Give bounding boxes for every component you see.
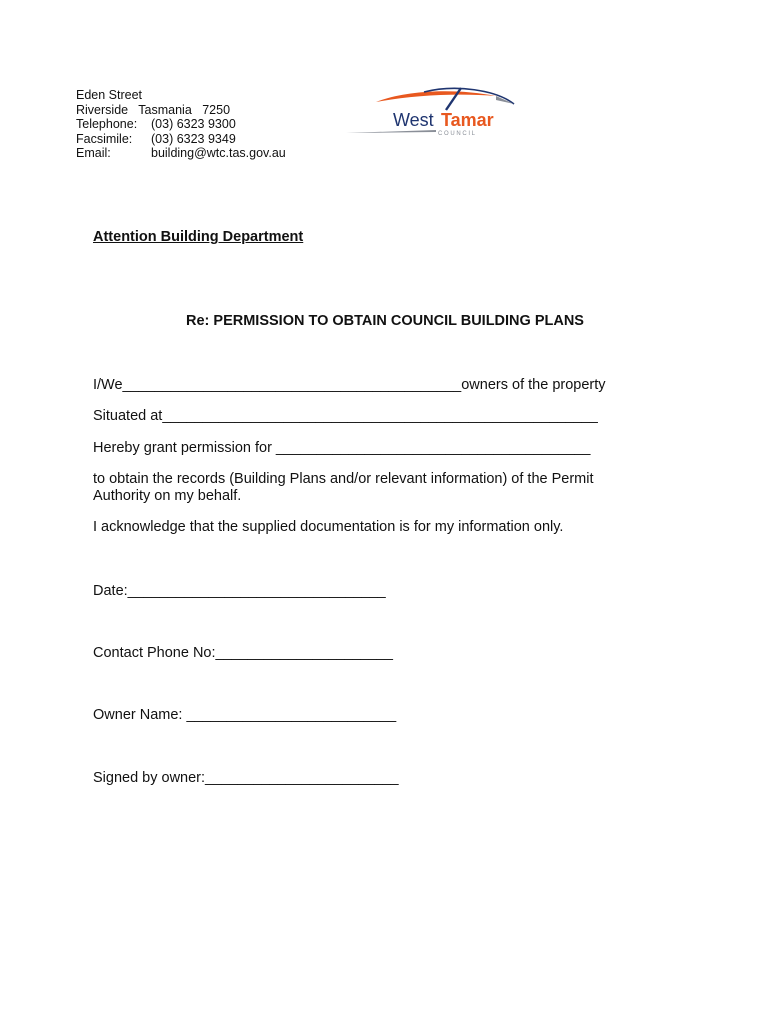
facsimile-row bbox=[76, 132, 286, 147]
address-street: Eden Street bbox=[76, 88, 143, 102]
owner-name-field-line[interactable]: Owner Name: __________________________ bbox=[93, 707, 397, 723]
contact-phone-field-line[interactable]: Contact Phone No:______________________ bbox=[93, 645, 393, 661]
facsimile-value: (03) 6323 9349 bbox=[151, 131, 236, 146]
subject-heading: Re: PERMISSION TO OBTAIN COUNCIL BUILDING PLANS bbox=[186, 313, 584, 329]
date-field-line[interactable]: Date:________________________________ bbox=[93, 583, 386, 599]
logo-orange-swoosh bbox=[376, 91, 496, 102]
logo-word-west: West bbox=[393, 110, 434, 130]
grant-permission-field-line[interactable]: Hereby grant permission for _______________________________________ bbox=[93, 440, 591, 456]
logo-word-council: C O U N C I L bbox=[438, 131, 476, 137]
email-value: building@wtc.tas.gov.au bbox=[151, 146, 286, 160]
signed-by-owner-field-line[interactable]: Signed by owner:________________________ bbox=[93, 770, 399, 786]
council-address-block bbox=[76, 88, 286, 161]
address-locality: Riverside Tasmania 7250 bbox=[76, 102, 231, 117]
facsimile-label: Facsimile: bbox=[76, 131, 133, 146]
telephone-value: (03) 6323 9300 bbox=[151, 117, 236, 131]
attention-heading: Attention Building Department bbox=[93, 229, 304, 245]
telephone-label: Telephone: bbox=[76, 117, 138, 131]
acknowledgement-text: I acknowledge that the supplied documentation is for my information only. bbox=[93, 519, 564, 535]
logo-gray-stroke bbox=[346, 130, 436, 133]
situated-at-field-line[interactable]: Situated at______________________________________________________ bbox=[93, 408, 598, 424]
records-paragraph: to obtain the records (Building Plans and/or relevant information) of the Permit Authority on my behalf. bbox=[93, 471, 594, 504]
owners-field-line[interactable]: I/We__________________________________________owners of the property bbox=[93, 377, 606, 393]
logo-gray-wing bbox=[496, 96, 514, 104]
logo-navy-arch bbox=[424, 88, 514, 104]
email-row bbox=[76, 146, 286, 161]
telephone-row bbox=[76, 117, 286, 132]
west-tamar-council-logo bbox=[346, 86, 518, 140]
logo-graphic bbox=[346, 86, 518, 140]
logo-word-tamar: Tamar bbox=[441, 110, 494, 130]
email-label: Email: bbox=[76, 146, 111, 160]
